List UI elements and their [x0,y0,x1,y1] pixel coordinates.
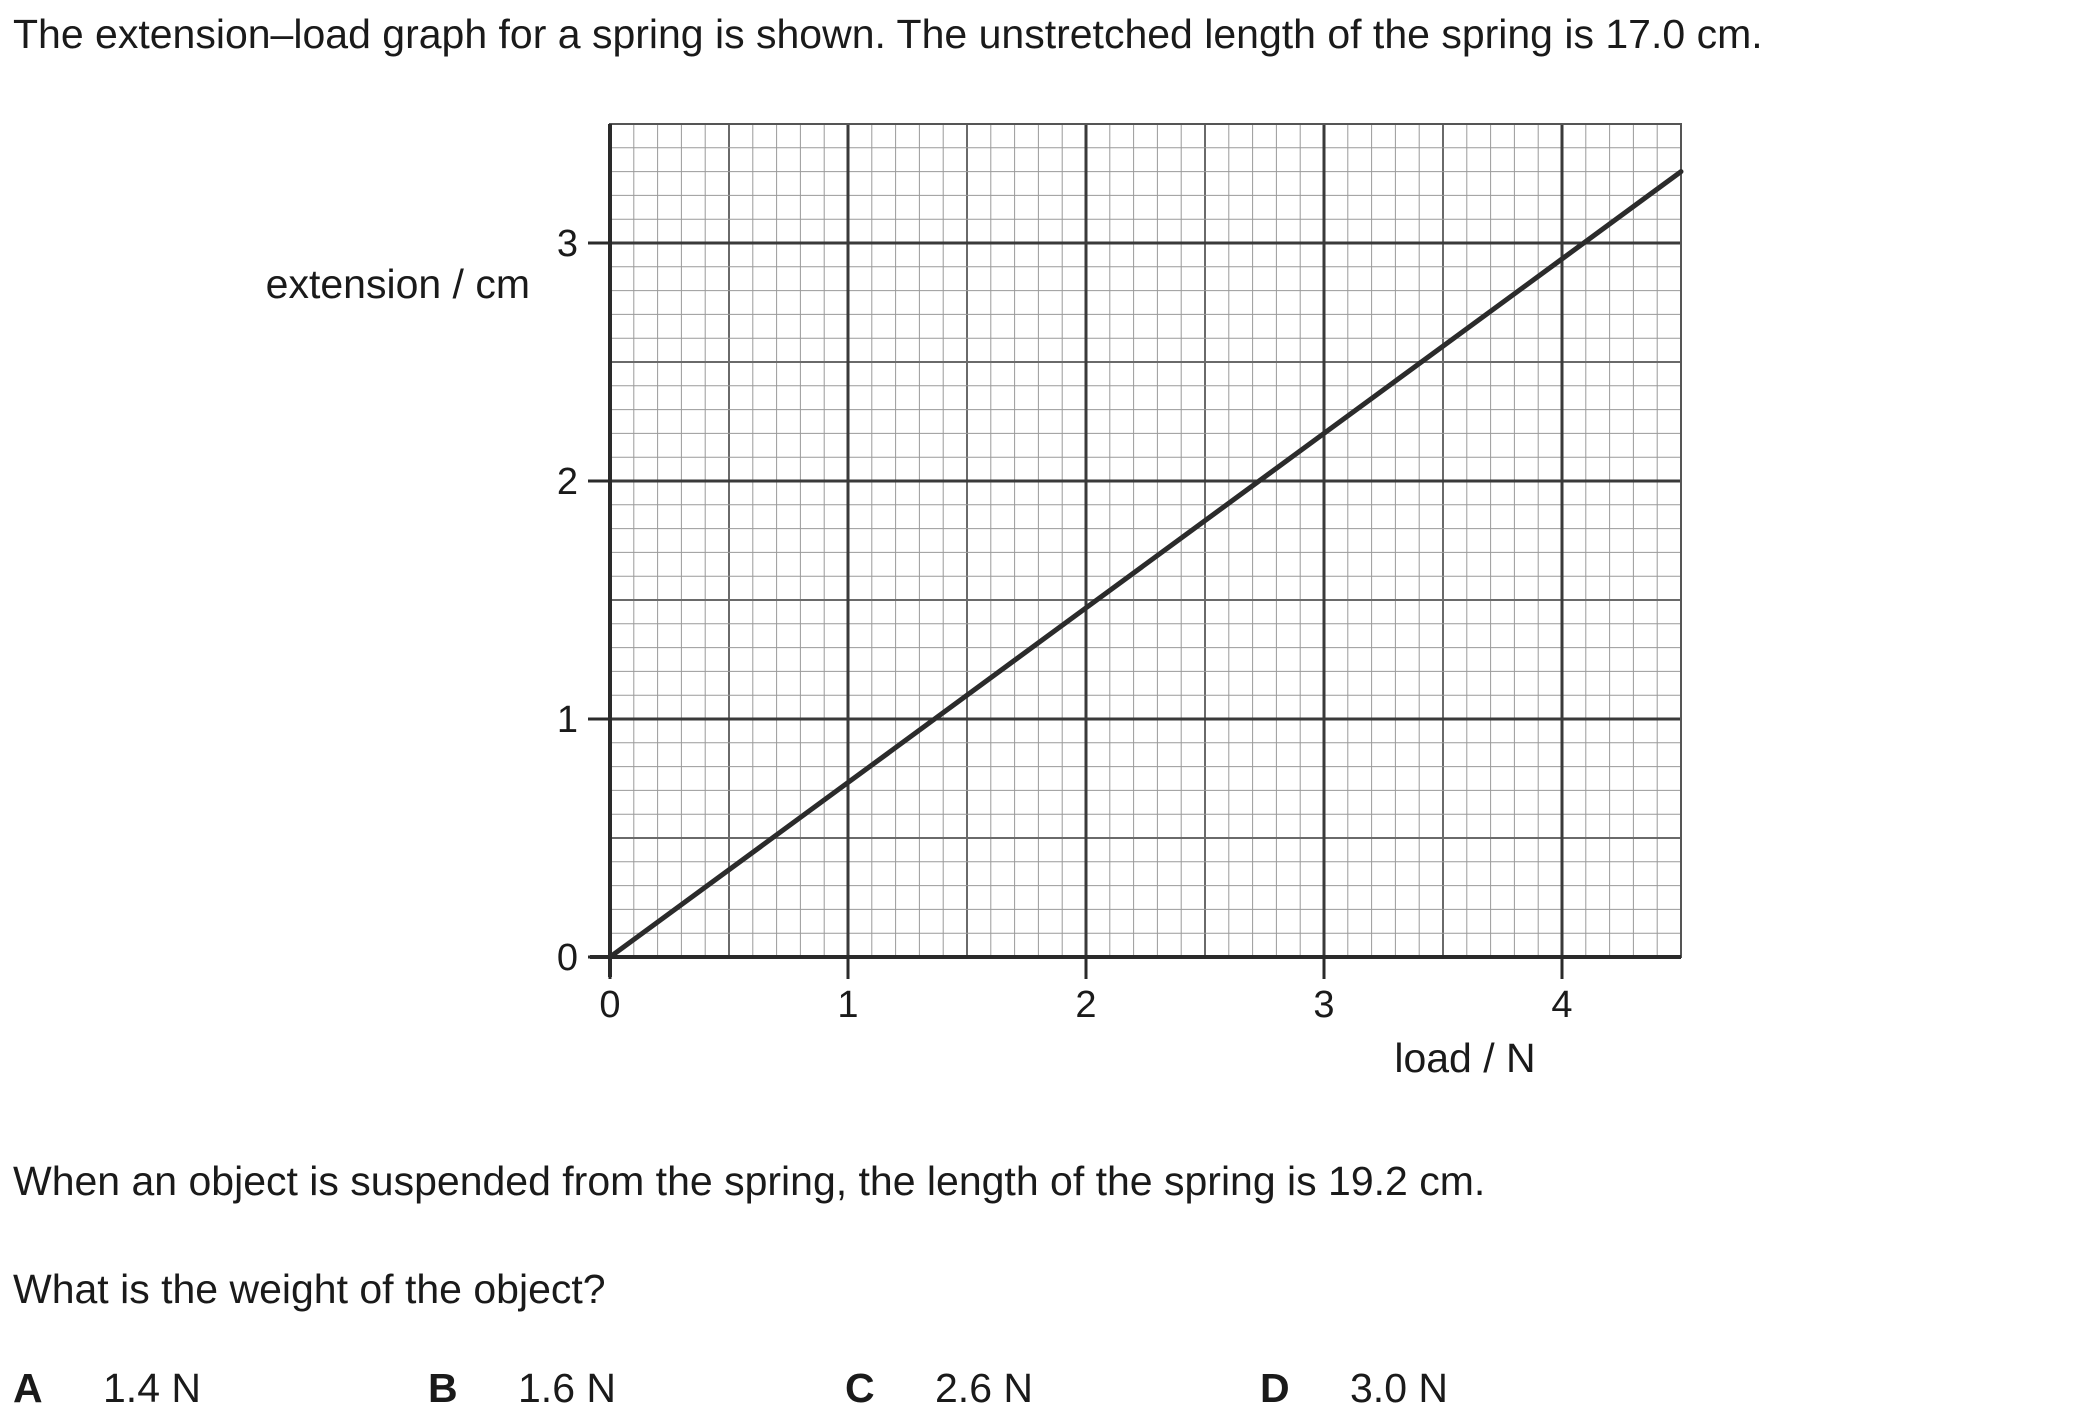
option-a-letter: A [13,1365,43,1411]
chart-major-grid [610,124,1681,957]
plot-frame [610,124,1681,957]
option-a[interactable] [13,1365,201,1412]
chart-minor-grid [610,124,1681,957]
intro-text: The extension–load graph for a spring is shown. The unstretched length of the spring is 17.0 cm. [13,11,1763,57]
chart-series [610,172,1681,957]
x-tick-label: 4 [1551,984,1573,1026]
option-d-letter: D [1260,1365,1290,1411]
x-tick-label: 2 [1075,984,1097,1026]
option-b-value: 1.6 N [518,1365,616,1411]
option-b[interactable] [428,1365,616,1412]
x-tick-label: 3 [1313,984,1335,1026]
x-axis-title: load / N [1394,1035,1536,1081]
option-c-letter: C [845,1365,875,1411]
option-c[interactable] [845,1365,1033,1412]
option-d-value: 3.0 N [1350,1365,1448,1411]
option-b-letter: B [428,1365,458,1411]
question-text: What is the weight of the object? [13,1266,606,1312]
y-tick-label: 0 [556,937,578,979]
y-axis-title: extension / cm [265,261,530,307]
option-d[interactable] [1260,1365,1448,1412]
y-tick-label: 1 [556,699,578,741]
condition-text: When an object is suspended from the spring, the length of the spring is 19.2 cm. [13,1158,1486,1204]
series-line [610,172,1681,957]
option-a-value: 1.4 N [103,1365,201,1411]
x-tick-label: 0 [599,984,621,1026]
x-tick-label: 1 [837,984,859,1026]
y-tick-label: 3 [556,223,578,265]
option-c-value: 2.6 N [935,1365,1033,1411]
y-tick-label: 2 [556,461,578,503]
